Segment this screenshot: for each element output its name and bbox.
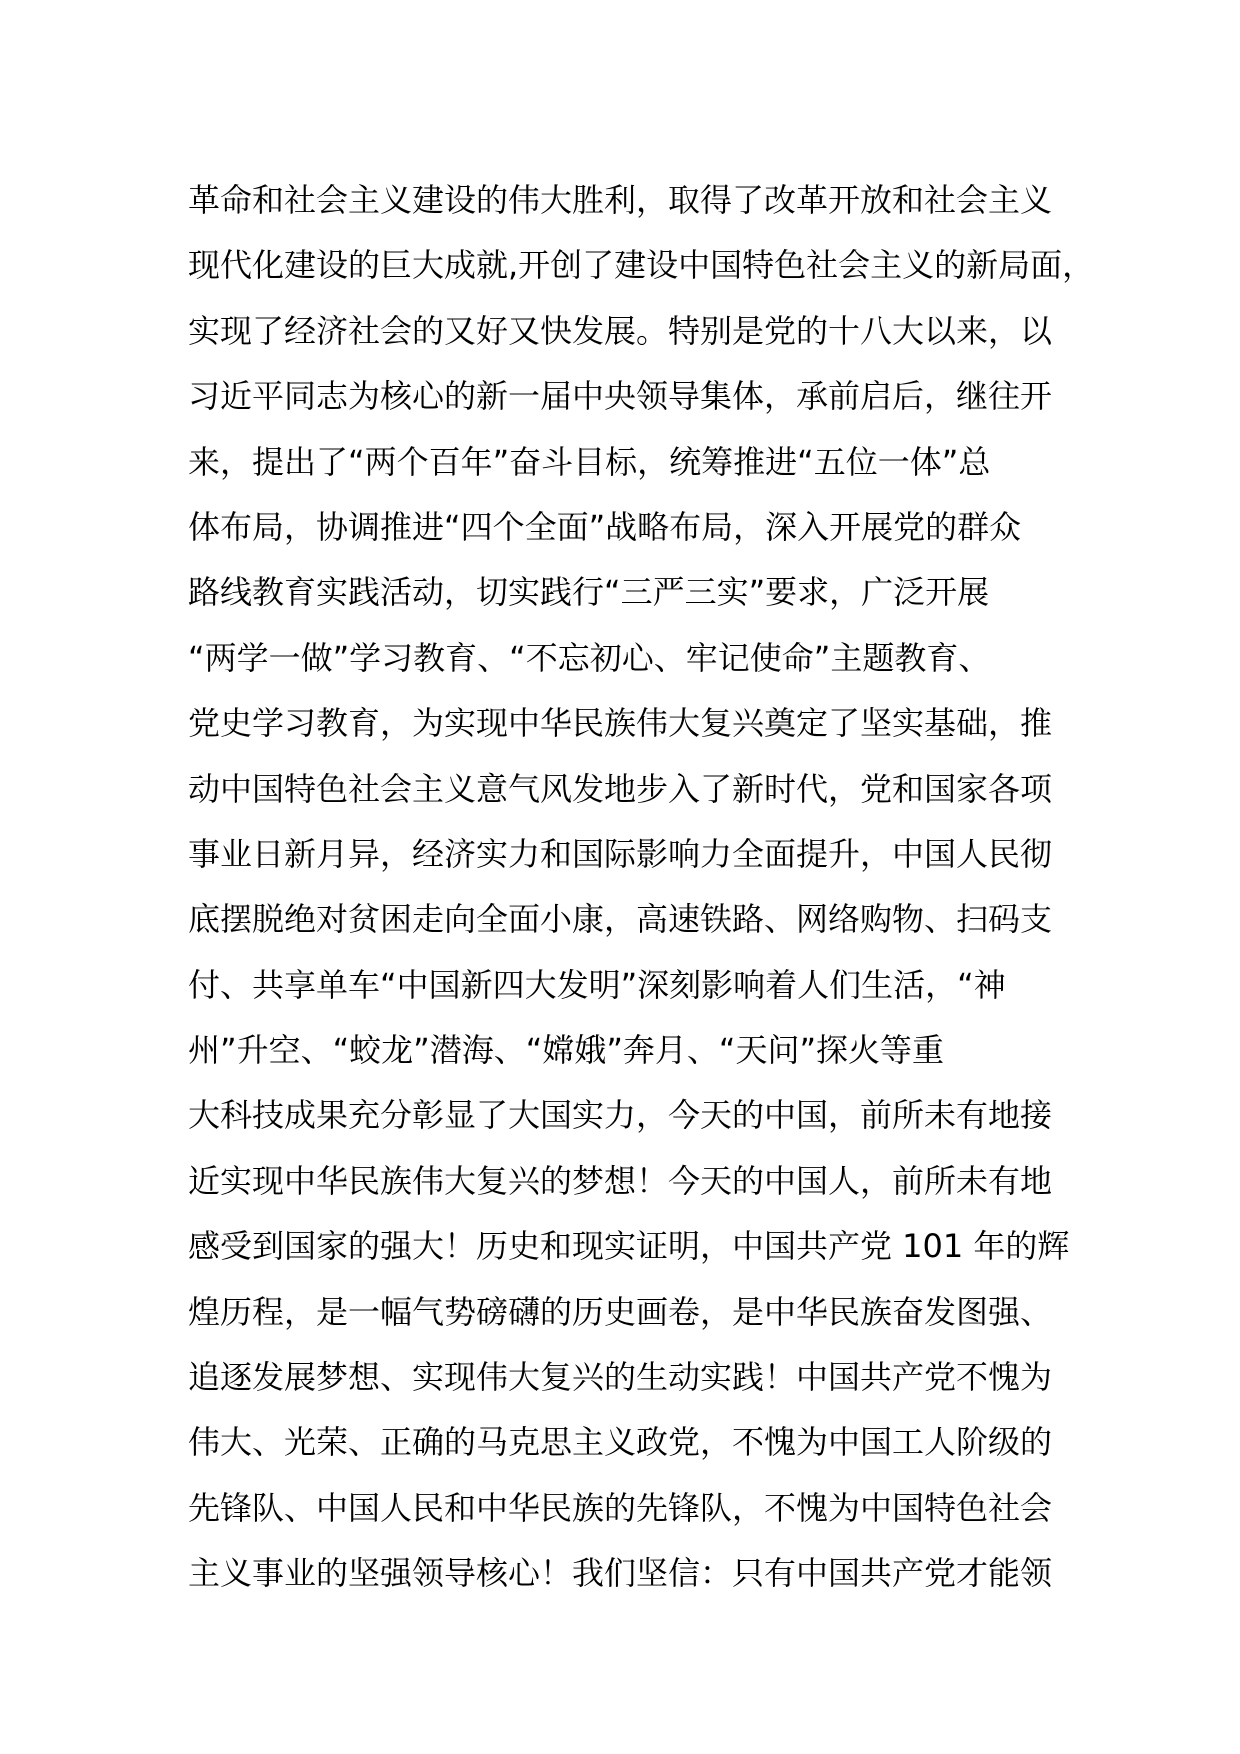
text-line: 路线教育实践活动，切实践行“三严三实”要求，广泛开展 — [188, 573, 990, 612]
text-line: 付、共享单车“中国新四大发明”深刻影响着人们生活，“神 — [188, 965, 1006, 1004]
text-line: “两学一做”学习教育、“不忘初心、牢记使命”主题教育、 — [188, 638, 991, 677]
text-line: 州”升空、“蛟龙”潜海、“嫦娥”奔月、“天问”探火等重 — [188, 1031, 945, 1070]
text-line: 底摆脱绝对贫困走向全面小康，高速铁路、网络购物、扫码支 — [188, 900, 1053, 939]
text-line: 动中国特色社会主义意气风发地步入了新时代，党和国家各项 — [188, 769, 1053, 808]
text-line: 习近平同志为核心的新一届中央领导集体，承前启后，继往开 — [188, 377, 1053, 416]
text-line: 伟大、光荣、正确的马克思主义政党，不愧为中国工人阶级的 — [188, 1423, 1053, 1462]
text-line: 追逐发展梦想、实现伟大复兴的生动实践！中国共产党不愧为 — [188, 1358, 1053, 1397]
text-line: 近实现中华民族伟大复兴的梦想！今天的中国人，前所未有地 — [188, 1161, 1053, 1200]
text-line: 先锋队、中国人民和中华民族的先锋队，不愧为中国特色社会 — [188, 1488, 1053, 1527]
text-line: 革命和社会主义建设的伟大胜利，取得了改革开放和社会主义 — [188, 181, 1053, 219]
text-line: 党史学习教育，为实现中华民族伟大复兴奠定了坚实基础，推 — [188, 704, 1053, 743]
text-line: 主义事业的坚强领导核心！我们坚信：只有中国共产党才能领 — [188, 1554, 1053, 1593]
text-line: 体布局，协调推进“四个全面”战略布局，深入开展党的群众 — [188, 507, 1022, 546]
text-line: 感受到国家的强大！历史和现实证明，中国共产党 101 年的辉 — [188, 1227, 1070, 1266]
body-text — [188, 168, 1095, 1607]
text-line: 实现了经济社会的又好又快发展。特别是党的十八大以来，以 — [188, 311, 1053, 350]
text-line: 煌历程，是一幅气势磅礴的历史画卷，是中华民族奋发图强、 — [188, 1292, 1053, 1331]
text-line: 现代化建设的巨大成就,开创了建设中国特色社会主义的新局面， — [188, 246, 1095, 285]
text-line: 大科技成果充分彰显了大国实力，今天的中国，前所未有地接 — [188, 1096, 1053, 1135]
text-line: 事业日新月异，经济实力和国际影响力全面提升，中国人民彻 — [188, 834, 1053, 873]
text-line: 来，提出了“两个百年”奋斗目标，统筹推进“五位一体”总 — [188, 442, 991, 481]
